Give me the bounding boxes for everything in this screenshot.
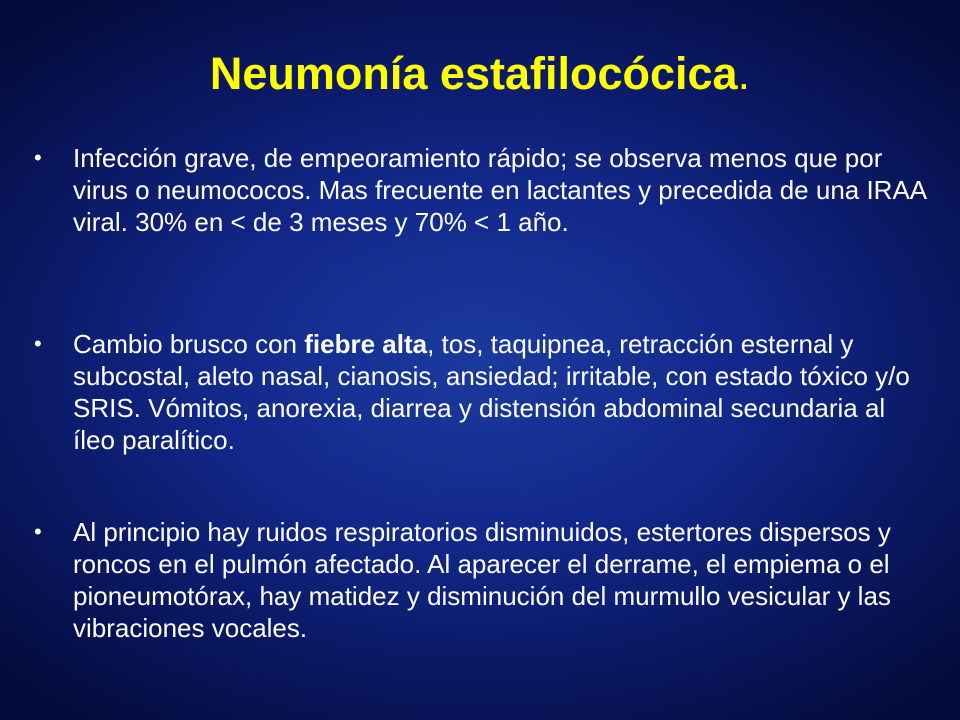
bullet-emphasis: fiebre alta [304, 329, 428, 359]
bullet-marker: • [34, 519, 42, 544]
slide-title-text: Neumonía estafilocócica [209, 48, 738, 99]
bullet-text: Infección grave, de empeoramiento rápido; se observa menos que por virus o neumococos. Mas frecuente en lactantes y precedida de una IRAA viral. 30% en < de 3 meses y 70% < 1 año. [73, 143, 926, 237]
bullet-marker: • [34, 331, 42, 356]
bullet-text [73, 328, 934, 456]
bullet-text: Al principio hay ruidos respiratorios disminuidos, estertores dispersos y roncos en el pulmón afectado. Al aparecer el derrame, el empiema o el pioneumotórax, hay matidez y disminución del murmullo vesicular y las vibraciones vocales. [73, 517, 891, 643]
bullet-item-auscultation [34, 516, 934, 644]
bullet-text-after: , tos, taquipnea, retracción esternal y subcostal, aleto nasal, cianosis, ansiedad; irritable, con estado tóxico y/o SRIS. Vómitos, anorexia, diarrea y distensión abdominal secundaria al íleo paralítico. [73, 329, 910, 455]
bullet-item-symptoms [34, 328, 934, 456]
bullet-item-infection [34, 142, 934, 238]
bullet-marker: • [34, 145, 42, 170]
slide-title-period: . [737, 48, 751, 99]
bullet-text-before: Cambio brusco con [73, 329, 305, 359]
